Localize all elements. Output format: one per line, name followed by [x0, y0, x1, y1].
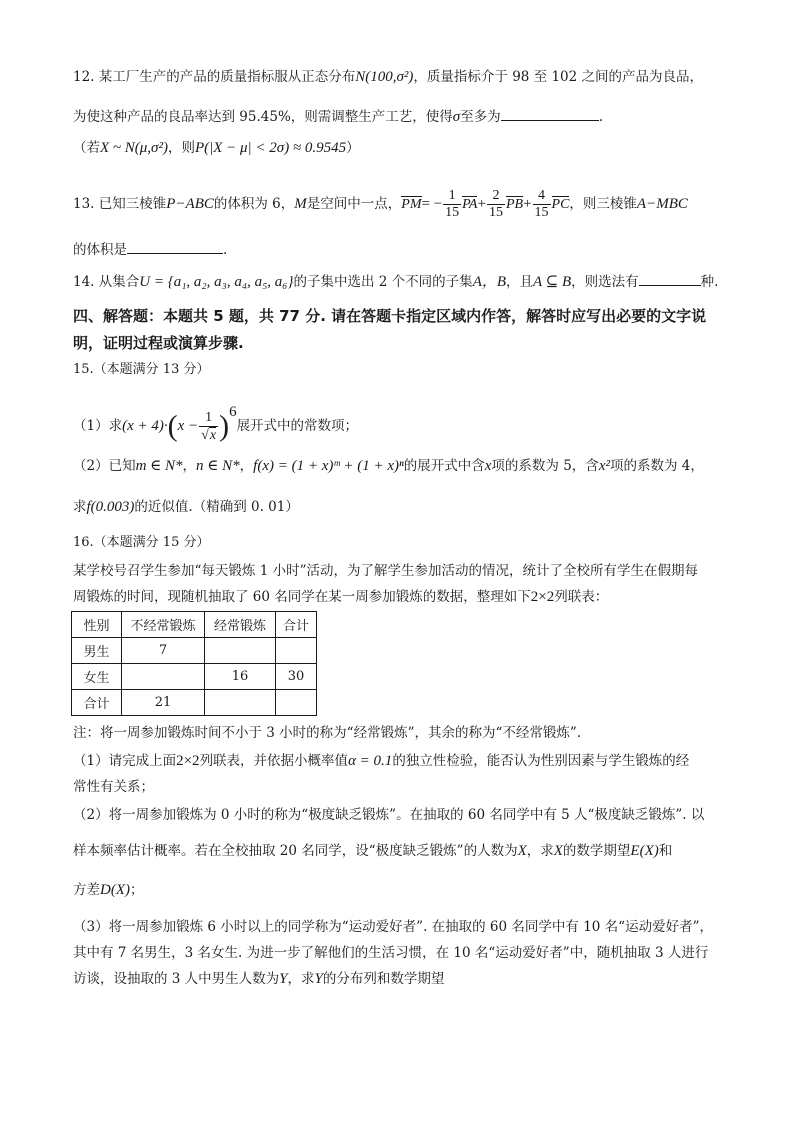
q12-line1	[73, 67, 703, 87]
vector-pc: PC	[551, 197, 570, 212]
q16-text: 访谈，设抽取的 3 人中男生人数为	[73, 971, 280, 987]
fraction-4-15	[533, 188, 551, 221]
sep: ，	[239, 458, 254, 474]
contingency-table	[71, 611, 317, 716]
q15-text: 项的系数为 5，含	[491, 458, 599, 474]
q16-part3-cont: 其中有 7 名男生，3 名女生. 为进一步了解他们的生活习惯，在 10 名“运动爱好者”中，随机抽取 3 人进行	[73, 945, 709, 961]
subsets-ab: A，B	[472, 274, 507, 290]
table-cell: 16	[205, 664, 276, 690]
expr-m: m ∈ N*	[135, 458, 183, 474]
variance: D(X)	[100, 882, 130, 898]
f-value: f(0.003)	[86, 499, 135, 515]
q12-text: 至多为	[460, 109, 501, 125]
exponent: 6	[229, 404, 237, 420]
q16-header: 16.（本题满分 15 分）	[73, 535, 210, 550]
q16-part2: （2）将一周参加锻炼为 0 小时的称为“极度缺乏锻炼”。在抽取的 60 名同学中有 5 人“极度缺乏锻炼”. 以	[73, 807, 705, 823]
table-row	[72, 638, 317, 664]
q13-text: 的体积为 6，	[213, 196, 295, 212]
q16-text: 的独立性检验，能否认为性别因素与学生锻炼的经	[392, 753, 690, 769]
q14-text: 种.	[700, 274, 719, 290]
plus: +	[477, 196, 486, 212]
q16-text: ，求	[287, 971, 315, 987]
equals: = −	[421, 196, 443, 212]
var-x: X	[553, 843, 563, 859]
radicand: x	[209, 427, 217, 443]
vector-pb: PB	[505, 197, 524, 212]
fraction-1-sqrt-x	[199, 410, 218, 444]
q16-part3-cont2	[73, 969, 444, 989]
q14-text: ，则选法有	[571, 274, 639, 290]
table-cell[interactable]	[276, 638, 317, 664]
q15-text: 的展开式中含	[403, 458, 485, 474]
table-header-cell: 性别	[72, 612, 122, 638]
q16-text: ；	[130, 882, 144, 898]
table-cell: 7	[122, 638, 205, 664]
fraction-2-15	[487, 188, 505, 221]
pyramid-name: P−ABC	[166, 196, 214, 212]
hint-text: ）	[346, 140, 360, 156]
vector-pa: PA	[462, 197, 478, 212]
q14-text: 的子集中选出 2 个不同的子集	[293, 274, 473, 290]
var-y: Y	[314, 971, 323, 987]
var-x: x	[484, 458, 492, 474]
table-size: 2×2	[176, 753, 200, 769]
pyramid-name-2: A−MBC	[636, 196, 688, 212]
table-cell[interactable]	[122, 664, 205, 690]
subset-relation: A ⊆ B	[533, 274, 572, 290]
q13-line1	[73, 186, 688, 222]
function-f: f(x) = (1 + x)ᵐ + (1 + x)ⁿ	[253, 458, 404, 474]
denominator: 15	[445, 205, 460, 220]
q13-text: 的体积是	[73, 242, 127, 258]
period: .	[223, 242, 228, 258]
q16-part2-cont2	[73, 880, 144, 900]
alpha-value: α = 0.1	[348, 753, 393, 769]
q14-line1	[73, 271, 718, 292]
q15-text: 求	[73, 499, 87, 515]
table-size: 2×2	[530, 589, 555, 605]
denominator: 15	[534, 205, 549, 220]
right-paren: )	[219, 409, 230, 443]
q16-part2-cont	[73, 841, 672, 861]
denominator: 15	[488, 205, 503, 220]
table-cell: 女生	[72, 664, 122, 690]
table-cell: 21	[122, 690, 205, 716]
numerator: 1	[199, 410, 218, 427]
q14-text: 14. 从集合	[73, 274, 140, 290]
var-x2: x²	[598, 458, 610, 474]
q15-text: （1）求	[73, 418, 123, 434]
expectation: E(X)	[630, 843, 659, 859]
q15-text: 展开式中的常数项；	[236, 418, 359, 434]
table-row	[72, 690, 317, 716]
table-row	[72, 664, 317, 690]
q15-part2-cont	[73, 497, 299, 517]
q15-text: 项的系数为 4，	[609, 458, 704, 474]
hint-expr: P(|X − μ| < 2σ) ≈ 0.9545	[194, 140, 347, 156]
var-y: Y	[279, 971, 288, 987]
section-4-heading: 四、解答题：本题共 5 题，共 77 分. 请在答题卡指定区域内作答，解答时应写出必要的文字说	[73, 307, 707, 325]
left-paren: (	[167, 409, 178, 443]
hint-text: ，则	[167, 140, 195, 156]
q16-intro1: 某学校号召学生参加“每天锻炼 1 小时”活动，为了解学生参加活动的情况，统计了全校所有学生在假期每	[73, 563, 698, 579]
q13-answer-blank[interactable]	[127, 239, 223, 254]
set-u: U = {a₁, a₂, a₃, a₄, a₅, a₆}	[139, 274, 294, 290]
q16-text: 样本频率估计概率。若在全校抽取 20 名同学，设“极度缺乏锻炼”的人数为	[73, 843, 518, 859]
numerator: 4	[533, 188, 551, 205]
q12-answer-blank[interactable]	[501, 106, 599, 121]
q16-part1-cont: 常性有关系；	[73, 779, 154, 795]
expr-x: x −	[177, 418, 199, 434]
q16-text: 方差	[73, 882, 100, 898]
table-cell: 男生	[72, 638, 122, 664]
expr-factor: (x + 4)·	[122, 418, 168, 434]
q13-text: 13. 已知三棱锥	[73, 196, 167, 212]
denominator: √x	[201, 427, 217, 443]
table-header-cell: 合计	[276, 612, 317, 638]
table-cell[interactable]	[276, 690, 317, 716]
numerator: 1	[443, 188, 461, 205]
q13-text: 是空间中一点，	[306, 196, 402, 212]
q12-hint	[73, 138, 360, 158]
q12-line2	[73, 106, 603, 127]
q16-text: 列联表，并依据小概率值	[199, 753, 349, 769]
q15-part1	[73, 392, 358, 446]
q16-text: 和	[658, 843, 673, 859]
q16-text: 的分布列和数学期望	[322, 971, 445, 987]
table-cell[interactable]	[205, 690, 276, 716]
q12-text: 为使这种产品的良品率达到 95.45%，则需调整生产工艺，使得	[73, 109, 453, 125]
point-m: M	[294, 196, 307, 212]
q16-text: 周锻炼的时间，现随机抽取了 60 名同学在某一周参加锻炼的数据，整理如下	[73, 589, 531, 605]
table-header-cell: 经常锻炼	[205, 612, 276, 638]
fraction-1-15	[443, 188, 461, 221]
table-cell: 30	[276, 664, 317, 690]
q14-answer-blank[interactable]	[639, 271, 701, 286]
q12-text: ，质量指标介于 98 至 102 之间的产品为良品，	[413, 69, 704, 85]
q16-text: 的数学期望	[562, 843, 631, 859]
vector-pm: PM	[401, 197, 422, 212]
section-4-heading-cont: 明，证明过程或演算步骤.	[73, 334, 244, 352]
hint-text: （若	[73, 140, 100, 156]
expr-n: n ∈ N*	[196, 458, 240, 474]
q16-text: ，求	[526, 843, 554, 859]
q15-text: （2）已知	[73, 458, 136, 474]
normal-distribution-expr: N(100,σ²)	[355, 69, 414, 85]
table-cell: 合计	[72, 690, 122, 716]
numerator: 2	[487, 188, 505, 205]
q16-part3: （3）将一周参加锻炼 6 小时以上的同学称为“运动爱好者”. 在抽取的 60 名同学中有 10 名“运动爱好者”，	[73, 919, 713, 935]
sep: ，	[182, 458, 197, 474]
table-header-cell: 不经常锻炼	[122, 612, 205, 638]
q16-part1	[73, 751, 689, 771]
period: .	[598, 109, 603, 125]
q14-text: ，且	[506, 274, 534, 290]
hint-expr: X ~ N(μ,σ²)	[100, 140, 168, 156]
table-cell[interactable]	[205, 638, 276, 664]
var-x: X	[517, 843, 527, 859]
q15-header: 15.（本题满分 13 分）	[73, 362, 210, 377]
q16-intro2	[73, 587, 608, 607]
plus: +	[523, 196, 532, 212]
q12-text: 12. 某工厂生产的产品的质量指标服从正态分布	[73, 69, 356, 85]
q16-note: 注：将一周参加锻炼时间不小于 3 小时的称为“经常锻炼”，其余的称为“不经常锻炼”.	[73, 725, 582, 741]
q15-text: 的近似值.（精确到 0. 01）	[134, 499, 299, 515]
table-header-row	[72, 612, 317, 638]
sigma-symbol: σ	[452, 109, 461, 125]
q13-line2	[73, 239, 227, 260]
q16-text: 列联表：	[554, 589, 609, 605]
q13-text: ，则三棱锥	[569, 196, 637, 212]
q15-part2	[73, 456, 704, 476]
q16-text: （1）请完成上面	[73, 753, 177, 769]
